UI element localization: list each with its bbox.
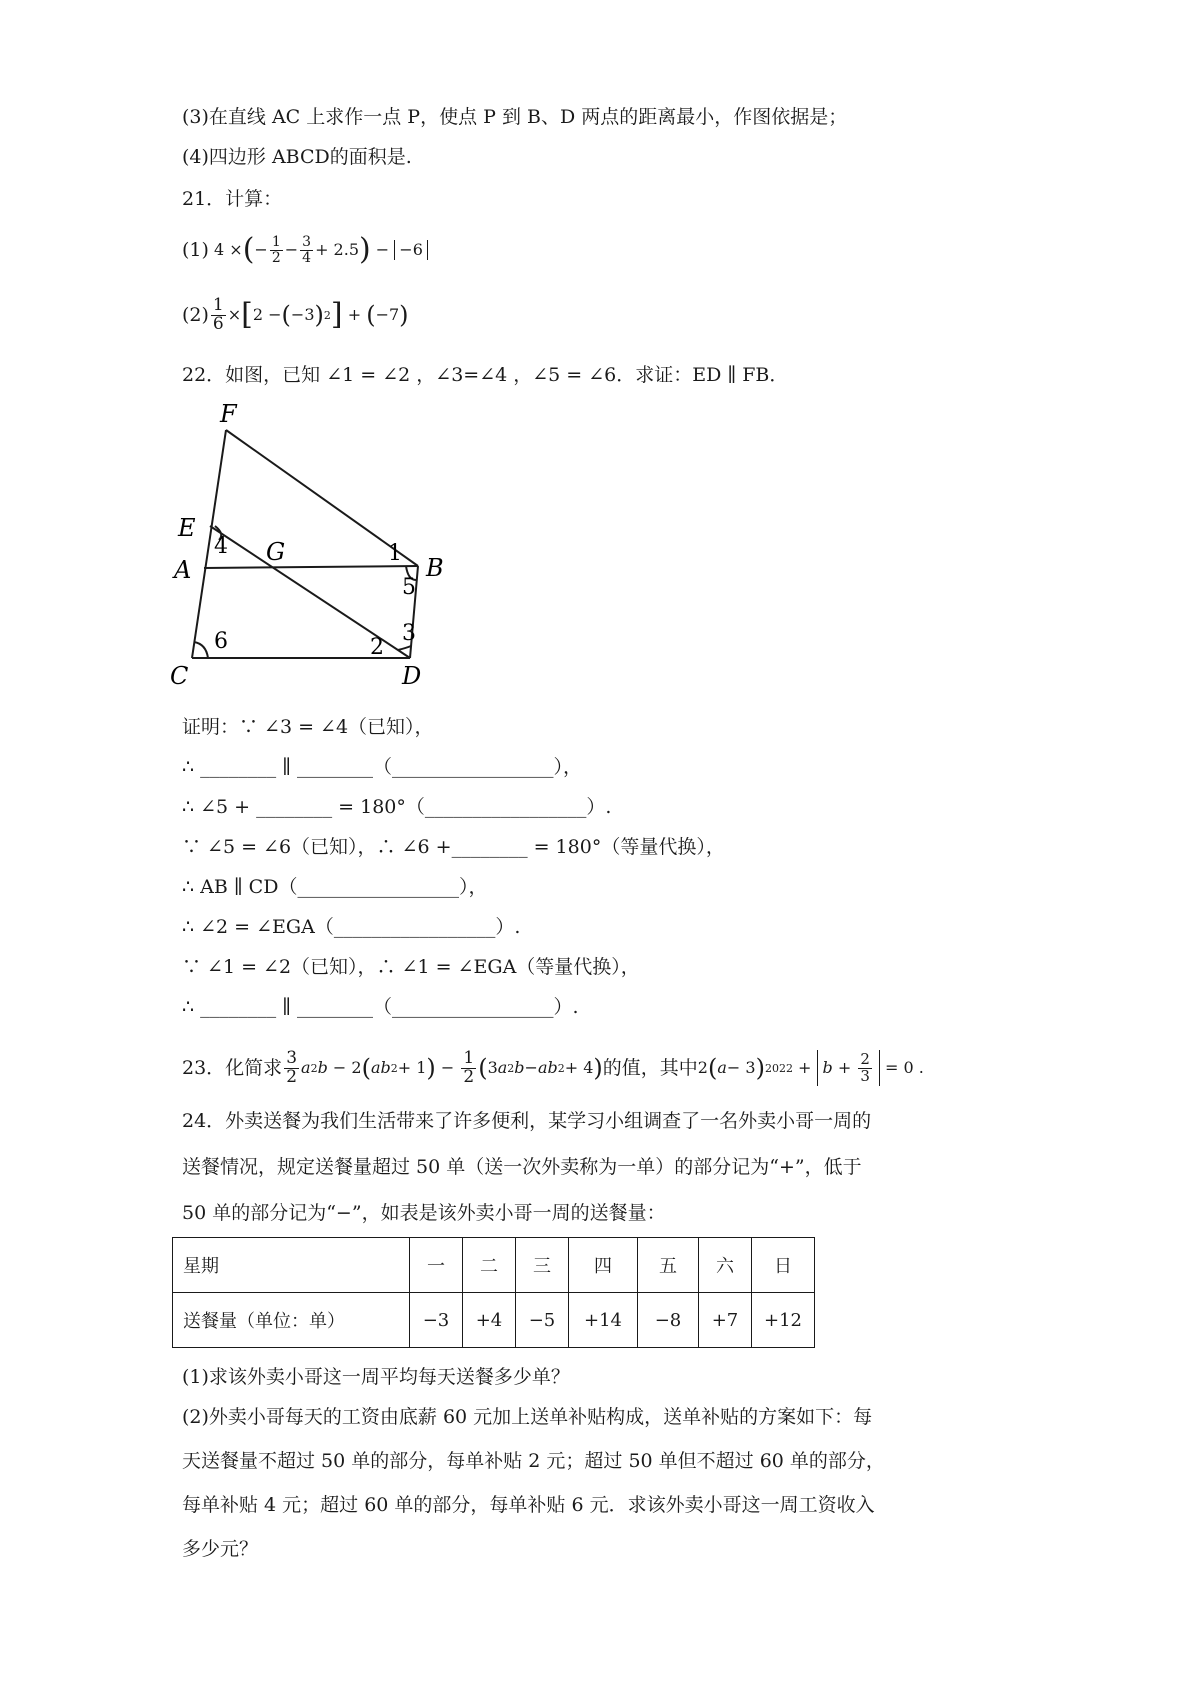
proof-line-4: ∵ ∠5 = ∠6（已知），∴ ∠6 +________ = 180°（等量代换）， <box>182 836 725 858</box>
table-day-cell: 三 <box>516 1238 569 1293</box>
table-day-cell: 日 <box>752 1238 815 1293</box>
q24-question-2-line-3: 每单补贴 4 元；超过 60 单的部分，每单补贴 6 元．求该外卖小哥这一周工资收入 <box>182 1494 875 1516</box>
q24-intro-2: 送餐情况，规定送餐量超过 50 单（送一次外卖称为一单）的部分记为“+”，低于 <box>182 1156 862 1178</box>
table-value-cell: +4 <box>463 1293 516 1348</box>
q24-question-2-line-4: 多少元？ <box>182 1538 259 1560</box>
table-header-amount: 送餐量（单位：单） <box>173 1293 410 1348</box>
table-value-cell: −8 <box>638 1293 699 1348</box>
q24-question-2-line-1: (2)外卖小哥每天的工资由底薪 60 元加上送单补贴构成，送单补贴的方案如下：每 <box>182 1406 873 1428</box>
label-angle-4: 4 <box>214 534 228 559</box>
delivery-table <box>172 1237 815 1348</box>
table-value-cell: −3 <box>410 1293 463 1348</box>
table-value-cell: +7 <box>699 1293 752 1348</box>
proof-line-8: ∴ ________ ∥ ________（_________________）. <box>182 996 579 1018</box>
table-row-days <box>173 1238 815 1293</box>
label-f: F <box>220 400 237 428</box>
table-day-cell: 五 <box>638 1238 699 1293</box>
q21-title: 21．计算： <box>182 188 283 210</box>
label-d: D <box>402 662 422 690</box>
label-angle-3: 3 <box>402 621 416 646</box>
table-day-cell: 二 <box>463 1238 516 1293</box>
table-row-values <box>173 1293 815 1348</box>
label-angle-6: 6 <box>214 629 228 654</box>
arc-angle-3 <box>398 646 411 650</box>
proof-line-1: 证明：∵ ∠3 = ∠4（已知）， <box>182 716 434 738</box>
segment-ab <box>204 566 418 568</box>
table-value-cell: +14 <box>569 1293 638 1348</box>
q23-title: 23．化简求 <box>182 1056 283 1079</box>
q21-expression-1: (1) 4 × ( − $\frac{1}{2}$ − $\frac{3}{4}$ + 2.5 ) − −6 <box>182 222 428 278</box>
q23-line: 23．化简求 $\frac{3}{2}$ a 2 b − 2 ( ab 2 + 1 ) − $\frac{1}{2}$ ( 3 a 2 b − ab 2 + 4 ) 的值，其中 2 ( a − 3 ) 2022 + b + $\frac{2}{3}$ = 0 . <box>182 1047 924 1087</box>
label-b: B <box>426 554 444 582</box>
label-a: A <box>174 556 192 584</box>
table-day-cell: 四 <box>569 1238 638 1293</box>
table-value-cell: −5 <box>516 1293 569 1348</box>
q20-item3: (3)在直线 AC 上求作一点 P，使点 P 到 B、D 两点的距离最小，作图依据是； <box>182 106 848 128</box>
label-angle-2: 2 <box>370 635 384 660</box>
q24-question-1: (1)求该外卖小哥这一周平均每天送餐多少单？ <box>182 1366 570 1388</box>
q21-p2-label: (2) <box>182 303 209 326</box>
q21-expression-2: (2) $\frac{1}{6}$ × [ 2 − ( −3 ) 2 ] + ( −7 ) <box>182 294 409 334</box>
label-g: G <box>266 538 286 566</box>
proof-line-7: ∵ ∠1 = ∠2（已知），∴ ∠1 = ∠EGA（等量代换）， <box>182 956 640 978</box>
label-e: E <box>178 514 196 542</box>
table-day-cell: 一 <box>410 1238 463 1293</box>
label-c: C <box>170 662 189 690</box>
label-angle-1: 1 <box>388 541 402 566</box>
table-day-cell: 六 <box>699 1238 752 1293</box>
proof-line-6: ∴ ∠2 = ∠EGA（_________________）. <box>182 916 521 938</box>
q24-intro-3: 50 单的部分记为“−”，如表是该外卖小哥一周的送餐量： <box>182 1202 666 1224</box>
table-header-weekday: 星期 <box>173 1238 410 1293</box>
q22-title: 22．如图，已知 ∠1 = ∠2 ，∠3=∠4 ，∠5 = ∠6．求证：ED ∥ FB． <box>182 364 789 386</box>
geometry-figure <box>170 398 470 698</box>
q23-suffix: 的值，其中 <box>602 1056 698 1079</box>
q24-intro-1: 24．外卖送餐为我们生活带来了许多便利，某学习小组调查了一名外卖小哥一周的 <box>182 1110 872 1132</box>
proof-line-5: ∴ AB ∥ CD（_________________）， <box>182 876 488 898</box>
q20-item4: (4)四边形 ABCD的面积是. <box>182 146 412 168</box>
table-value-cell: +12 <box>752 1293 815 1348</box>
q24-question-2-line-2: 天送餐量不超过 50 单的部分，每单补贴 2 元；超过 50 单但不超过 60 单的部分， <box>182 1450 885 1472</box>
q21-p1-label: (1) <box>182 238 209 261</box>
proof-line-2: ∴ ________ ∥ ________（_________________）， <box>182 756 582 778</box>
arc-angle-6 <box>194 642 208 658</box>
proof-line-3: ∴ ∠5 + ________ = 180°（_________________）. <box>182 796 612 818</box>
label-angle-5: 5 <box>402 575 416 600</box>
